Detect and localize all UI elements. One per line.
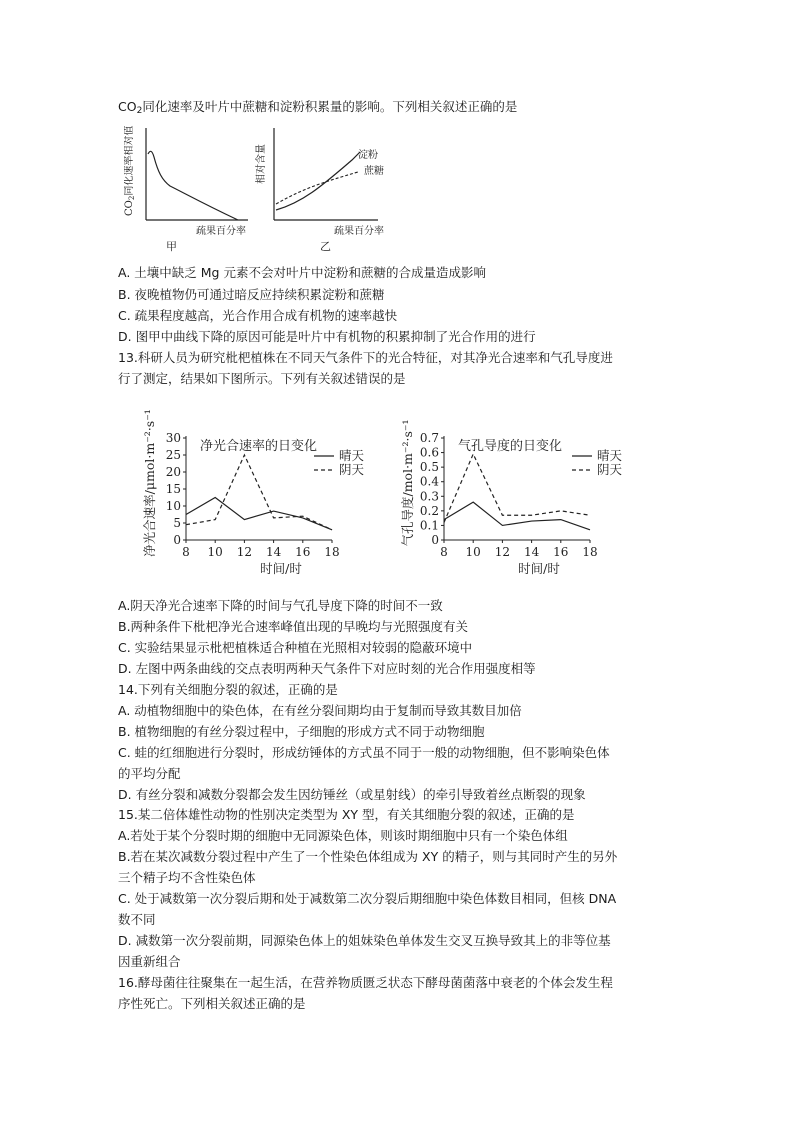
legend-label: 晴天 (339, 448, 365, 463)
series-line-cloudy (444, 454, 590, 522)
y-tick-label: 0.3 (419, 489, 439, 504)
series-line-sunny (444, 502, 590, 530)
q13-option-b: B.两种条件下枇杷净光合速率峰值出现的早晚均与光照强度有关 (118, 619, 469, 634)
x-tick-label: 16 (295, 545, 311, 559)
jia-curve (148, 151, 238, 220)
y-axis-label: 气孔导度/mol·m⁻²·s⁻¹ (400, 419, 415, 547)
yi-ylabel: 相对含量 (256, 144, 267, 184)
x-tick-label: 12 (494, 545, 511, 559)
x-tick-label: 10 (465, 545, 481, 559)
series-line-sunny (186, 498, 332, 530)
y-tick-label: 0 (431, 533, 439, 547)
y-tick-label: 20 (165, 465, 181, 479)
x-tick-label: 8 (182, 545, 190, 559)
x-tick-label: 16 (553, 545, 569, 559)
y-tick-label: 30 (165, 431, 181, 445)
q13-option-d: D. 左图中两条曲线的交点表明两种天气条件下对应时刻的光合作用强度相等 (118, 661, 536, 676)
co2-text: CO (118, 99, 137, 114)
series-line-cloudy (186, 455, 332, 530)
chart-stomatal-conductance-svg (398, 398, 638, 588)
jia-xlabel: 疏果百分率 (196, 226, 246, 237)
q14-line: C. 蛙的红细胞进行分裂时，形成纺锤体的方式虽不同于一般的动物细胞，但不影响染色体 (118, 745, 610, 760)
chart-net-photosynthesis-svg (140, 398, 380, 588)
q13-option-a: A.阴天净光合速率下降的时间与气孔导度下降的时间不一致 (118, 598, 443, 613)
yi-xlabel: 疏果百分率 (334, 226, 384, 237)
yi-legend-starch: 淀粉 (358, 150, 378, 161)
q15-line: B.若在某次减数分裂过程中产生了一个性染色体组成为 XY 的精子，则与其同时产生的另外 (118, 849, 618, 864)
y-tick-label: 0.2 (419, 503, 439, 518)
y-tick-label: 0.6 (419, 445, 439, 460)
x-axis-label: 时间/时 (260, 561, 302, 576)
q15-line: D. 减数第一次分裂前期，同源染色体上的姐妹染色单体发生交叉互换导致其上的非等位基 (118, 933, 611, 948)
q14-stem: 14.下列有关细胞分裂的叙述，正确的是 (118, 682, 338, 697)
y-tick-label: 25 (165, 448, 181, 462)
x-axis-label: 时间/时 (518, 561, 560, 576)
chart-stomatal-conductance (398, 398, 638, 588)
y-tick-label: 5 (173, 516, 181, 530)
yi-caption: 乙 (320, 240, 331, 253)
y-tick-label: 15 (165, 482, 181, 496)
y-tick-label: 0.7 (419, 431, 439, 445)
x-tick-label: 14 (523, 545, 540, 559)
q12-option-c: C. 疏果程度越高，光合作用合成有机物的速率越快 (118, 308, 398, 323)
q12-option-b: B. 夜晚植物仍可通过暗反应持续积累淀粉和蔗糖 (118, 287, 385, 302)
q14-line: B. 植物细胞的有丝分裂过程中，子细胞的形成方式不同于动物细胞 (118, 724, 485, 739)
intro-rest: 同化速率及叶片中蔗糖和淀粉积累量的影响。下列相关叙述正确的是 (142, 99, 518, 114)
x-tick-label: 14 (265, 545, 282, 559)
x-tick-label: 10 (207, 545, 223, 559)
x-tick-label: 12 (236, 545, 253, 559)
legend-label: 阴天 (597, 462, 623, 477)
jia-ylabel: $CO_2$同化速率相对值 (124, 125, 136, 216)
x-tick-label: 8 (440, 545, 448, 559)
q13-option-c: C. 实验结果显示枇杷植株适合种植在光照相对较弱的隐蔽环境中 (118, 640, 473, 655)
legend-label: 阴天 (339, 462, 365, 477)
q14-line: D. 有丝分裂和减数分裂都会发生因纺锤丝（或星射线）的牵引导致着丝点断裂的现象 (118, 787, 586, 802)
q16-line: 序性死亡。下列相关叙述正确的是 (118, 996, 306, 1011)
intro-line (118, 98, 517, 120)
q15-line: A.若处于某个分裂时期的细胞中无同源染色体，则该时期细胞中只有一个染色体组 (118, 828, 568, 843)
y-tick-label: 0.5 (419, 460, 439, 475)
y-tick-label: 0 (173, 533, 181, 547)
q12-option-d: D. 图甲中曲线下降的原因可能是叶片中有机物的积累抑制了光合作用的进行 (118, 329, 536, 344)
x-tick-label: 18 (582, 545, 598, 559)
y-tick-label: 0.1 (419, 518, 439, 533)
q15-line: C. 处于减数第一次分裂后期和处于减数第二次分裂后期细胞中染色体数目相同，但核 DNA (118, 891, 617, 906)
chart-title: 净光合速率的日变化 (200, 439, 318, 454)
x-tick-label: 18 (324, 545, 340, 559)
chart-title: 气孔导度的日变化 (458, 439, 563, 454)
chart-net-photosynthesis (140, 398, 380, 588)
yi-legend-sucrose: 蔗糖 (364, 166, 384, 177)
q15-line: 数不同 (118, 912, 156, 927)
q15-line: 三个精子均不含性染色体 (118, 870, 256, 885)
y-tick-label: 0.4 (419, 474, 439, 489)
figure-yi (254, 124, 404, 254)
q14-line: 的平均分配 (118, 766, 181, 781)
co2-subscript: 2 (136, 106, 143, 116)
q13-stem-line2: 行了测定，结果如下图所示。下列有关叙述错误的是 (118, 371, 406, 386)
q15-line: 因重新组合 (118, 954, 181, 969)
q14-line: A. 动植物细胞中的染色体，在有丝分裂间期均由于复制而导致其数目加倍 (118, 703, 522, 718)
q15-stem: 15.某二倍体雄性动物的性别决定类型为 XY 型，有关其细胞分裂的叙述，正确的是 (118, 807, 575, 822)
figure-jia (124, 124, 254, 254)
q12-option-a: A. 土壤中缺乏 Mg 元素不会对叶片中淀粉和蔗糖的合成量造成影响 (118, 265, 486, 280)
y-tick-label: 10 (165, 499, 181, 513)
q16-line: 16.酵母菌往往聚集在一起生活，在营养物质匮乏状态下酵母菌菌落中衰老的个体会发生程 (118, 975, 613, 990)
y-axis-label: 净光合速率/μmol·m⁻²·s⁻¹ (142, 409, 157, 557)
jia-caption: 甲 (166, 240, 177, 253)
q13-stem-line1: 13.科研人员为研究枇杷植株在不同天气条件下的光合特征，对其净光合速率和气孔导度进 (118, 350, 613, 365)
yi-starch-curve (276, 152, 360, 210)
yi-sucrose-curve (276, 172, 358, 204)
legend-label: 晴天 (597, 448, 623, 463)
